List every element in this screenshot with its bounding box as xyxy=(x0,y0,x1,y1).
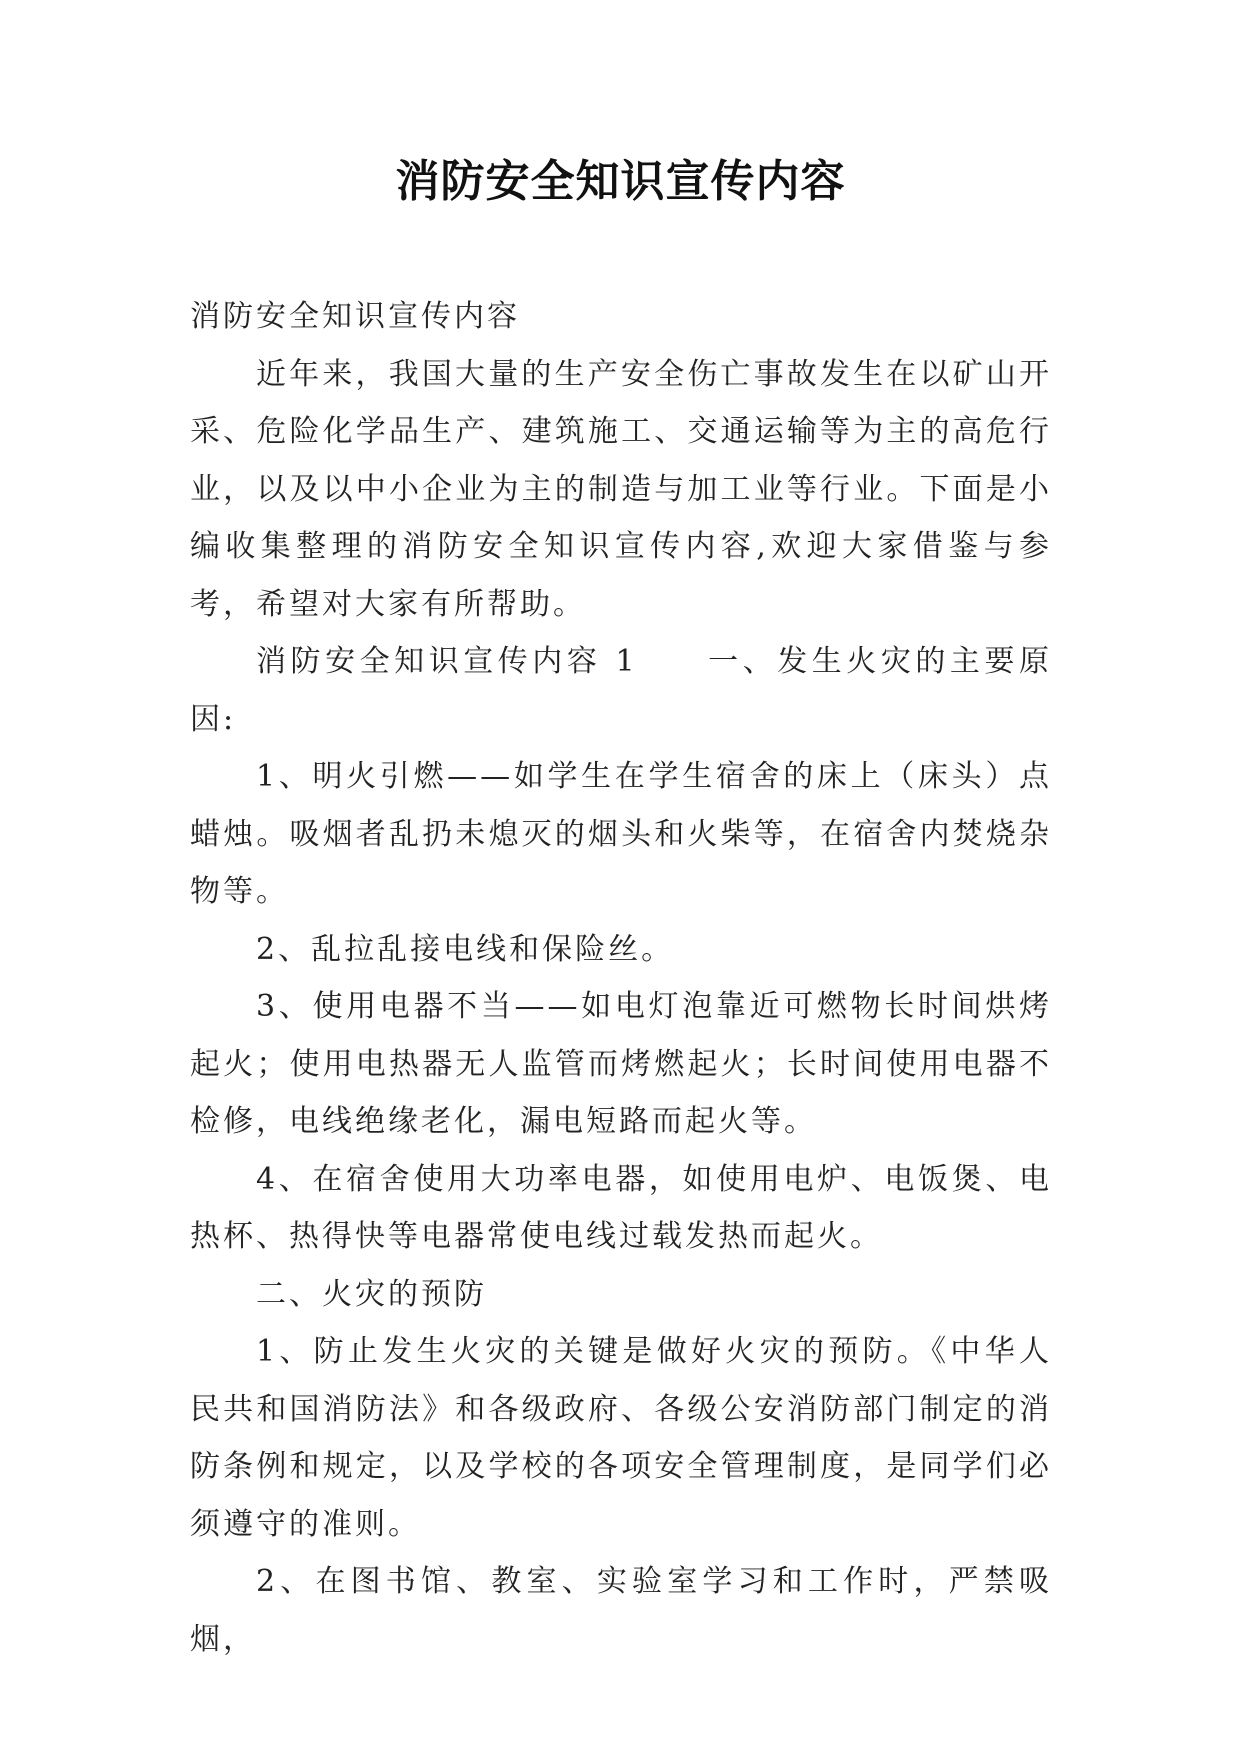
paragraph-prevention-1: 1、防止发生火灾的关键是做好火灾的预防。《中华人民共和国消防法》和各级政府、各级公安消防部门制定的消防条例和规定，以及学校的各项安全管理制度，是同学们必须遵守的准则。 xyxy=(190,1334,1052,1542)
paragraph-section-1-heading: 消防安全知识宣传内容 1 一、发生火灾的主要原因: xyxy=(190,644,1052,737)
paragraph-cause-2: 2、乱拉乱接电线和保险丝。 xyxy=(256,931,675,967)
paragraph-cause-1: 1、明火引燃——如学生在学生宿舍的床上（床头）点蜡烛。吸烟者乱扔未熄灭的烟头和火柴等，在宿舍内焚烧杂物等。 xyxy=(190,759,1052,909)
paragraph-intro: 近年来，我国大量的生产安全伤亡事故发生在以矿山开采、危险化学品生产、建筑施工、交通运输等为主的高危行业，以及以中小企业为主的制造与加工业等行业。下面是小编收集整理的消防安全知识宣传内容,欢迎大家借鉴与参考，希望对大家有所帮助。 xyxy=(190,356,1052,622)
paragraph-section-2-heading: 二、火灾的预防 xyxy=(256,1276,487,1312)
paragraph-cause-3: 3、使用电器不当——如电灯泡靠近可燃物长时间烘烤起火；使用电热器无人监管而烤燃起火；长时间使用电器不检修，电线绝缘老化，漏电短路而起火等。 xyxy=(190,989,1052,1139)
paragraph-heading: 消防安全知识宣传内容 xyxy=(190,299,520,334)
paragraph-cause-4: 4、在宿舍使用大功率电器，如使用电炉、电饭煲、电热杯、热得快等电器常使电线过载发热而起火。 xyxy=(190,1161,1052,1254)
document-body xyxy=(190,288,1052,1668)
paragraph-prevention-2: 2、在图书馆、教室、实验室学习和工作时，严禁吸烟， xyxy=(190,1564,1052,1657)
document-title: 消防安全知识宣传内容 xyxy=(395,156,846,207)
